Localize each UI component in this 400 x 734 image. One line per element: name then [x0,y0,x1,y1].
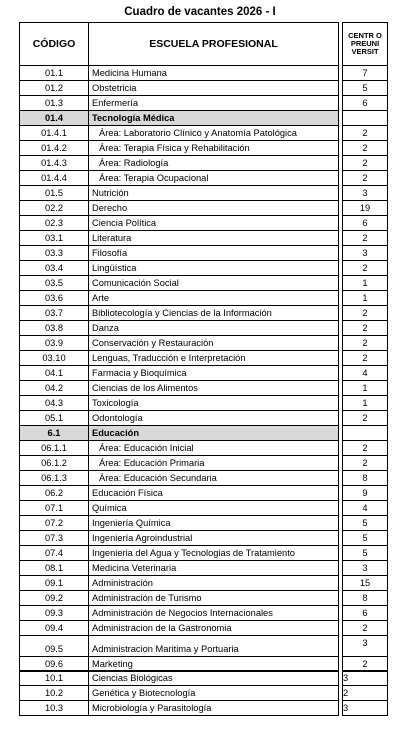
row-code: 03.9 [20,336,89,351]
row-vacancies: 6 [343,216,388,231]
row-school-name: Educación Física [89,486,339,501]
table-row [20,516,339,531]
row-school-name: Ingeniería Agroindustrial [89,531,339,546]
row-school-name: Administración de Turismo [89,591,339,606]
table-row [20,561,339,576]
row-vacancies: 3 [343,561,388,576]
row-school-name: Área: Laboratorio Clínico y Anatomía Patológica [89,126,339,141]
table-row [20,531,339,546]
count-row [343,66,388,81]
row-code: 06.1.3 [20,471,89,486]
count-row [343,531,388,546]
table-row [20,306,339,321]
row-school-name: Genética y Biotecnología [89,686,339,701]
row-code: 03.7 [20,306,89,321]
count-row [343,321,388,336]
row-code: 09.3 [20,606,89,621]
vacancies-count-table-extra [342,670,388,716]
row-code: 03.10 [20,351,89,366]
table-row [20,501,339,516]
row-code: 04.1 [20,366,89,381]
row-vacancies: 3 [343,671,388,686]
row-code: 09.4 [20,621,89,636]
row-school-name: Enfermería [89,96,339,111]
count-row [343,96,388,111]
table-row [20,336,339,351]
row-vacancies: 1 [343,396,388,411]
row-school-name: Farmacia y Bioquímica [89,366,339,381]
row-vacancies [343,111,388,126]
table-row [20,671,339,686]
count-row [343,701,388,716]
row-code: 09.6 [20,657,89,672]
row-vacancies [343,426,388,441]
row-code: 10.1 [20,671,89,686]
row-code: 05.1 [20,411,89,426]
table-row [20,636,339,657]
count-row [343,561,388,576]
row-vacancies: 2 [343,686,388,701]
table-row [20,456,339,471]
row-vacancies: 2 [343,321,388,336]
table-row [20,276,339,291]
header-school: ESCUELA PROFESIONAL [89,23,339,66]
row-school-name: Administración de Negocios Internacionales [89,606,339,621]
row-code: 07.1 [20,501,89,516]
table-row [20,231,339,246]
row-vacancies: 2 [343,621,388,636]
count-row [343,501,388,516]
table-row [20,186,339,201]
row-school-name: Medicina Humana [89,66,339,81]
table-row [20,141,339,156]
row-code: 03.5 [20,276,89,291]
row-vacancies: 2 [343,261,388,276]
row-code: 06.2 [20,486,89,501]
count-row [343,456,388,471]
table-row [20,701,339,716]
row-code: 10.2 [20,686,89,701]
table-row [20,156,339,171]
vacancies-table [19,22,339,672]
row-vacancies: 5 [343,531,388,546]
table-row [20,591,339,606]
row-school-name: Área: Educación Primaria [89,456,339,471]
row-school-name: Ingeniería Química [89,516,339,531]
table-row [20,96,339,111]
row-vacancies: 15 [343,576,388,591]
row-code: 01.4.1 [20,126,89,141]
row-vacancies: 2 [343,336,388,351]
row-school-name: Danza [89,321,339,336]
count-row [343,381,388,396]
row-code: 03.3 [20,246,89,261]
count-row [343,366,388,381]
row-vacancies: 19 [343,201,388,216]
row-vacancies: 4 [343,366,388,381]
row-school-name: Arte [89,291,339,306]
row-vacancies: 3 [343,701,388,716]
row-vacancies: 3 [343,186,388,201]
row-code: 01.5 [20,186,89,201]
table-row [20,246,339,261]
row-code: 02.3 [20,216,89,231]
row-vacancies: 3 [343,636,388,657]
count-row [343,141,388,156]
table-row [20,441,339,456]
row-vacancies: 1 [343,291,388,306]
row-school-name: Toxicología [89,396,339,411]
row-code: 10.3 [20,701,89,716]
row-school-name: Área: Educación Inicial [89,441,339,456]
row-code: 09.5 [20,636,89,657]
count-row [343,231,388,246]
row-school-name: Microbiología y Parasitología [89,701,339,716]
row-code: 09.2 [20,591,89,606]
count-row [343,396,388,411]
row-school-name: Bibliotecología y Ciencias de la Información [89,306,339,321]
row-vacancies: 2 [343,306,388,321]
row-school-name: Obstetricia [89,81,339,96]
row-vacancies: 2 [343,141,388,156]
count-row [343,351,388,366]
count-row [343,621,388,636]
row-code: 07.4 [20,546,89,561]
table-row [20,471,339,486]
row-school-name: Química [89,501,339,516]
table-row [20,291,339,306]
table-row [20,411,339,426]
table-row [20,216,339,231]
count-row [343,441,388,456]
row-code: 02.2 [20,201,89,216]
row-code: 03.1 [20,231,89,246]
row-school-name: Área: Terapia Física y Rehabilitación [89,141,339,156]
count-row [343,546,388,561]
row-school-name: Derecho [89,201,339,216]
row-school-name: Ciencias de los Alimentos [89,381,339,396]
table-row [20,686,339,701]
row-vacancies: 6 [343,606,388,621]
row-code: 06.1.2 [20,456,89,471]
row-code: 01.3 [20,96,89,111]
table-row [20,81,339,96]
row-code: 08.1 [20,561,89,576]
row-school-name: Área: Educación Secundaria [89,471,339,486]
table-row [20,366,339,381]
row-vacancies: 7 [343,66,388,81]
row-school-name: Administracion de la Gastronomia [89,621,339,636]
table-row [20,486,339,501]
row-school-name: Ciencias Biológicas [89,671,339,686]
count-row [343,591,388,606]
row-vacancies: 5 [343,516,388,531]
count-row [343,126,388,141]
row-school-name: Administracion Maritima y Portuaria [89,636,339,657]
count-row [343,516,388,531]
table-row [20,606,339,621]
row-code: 07.2 [20,516,89,531]
count-row [343,81,388,96]
count-row [343,156,388,171]
table-row [20,66,339,81]
row-code: 03.6 [20,291,89,306]
table-row [20,171,339,186]
row-vacancies: 2 [343,126,388,141]
row-vacancies: 2 [343,657,388,672]
table-row [20,546,339,561]
row-vacancies: 3 [343,246,388,261]
count-row [343,171,388,186]
table-row [20,426,339,441]
row-vacancies: 2 [343,171,388,186]
row-code: 04.2 [20,381,89,396]
row-vacancies: 2 [343,411,388,426]
row-school-name: Ingenieria del Agua y Tecnologias de Tratamiento [89,546,339,561]
row-code: 01.2 [20,81,89,96]
count-row [343,426,388,441]
header-code: CÓDIGO [20,23,89,66]
count-row [343,261,388,276]
header-cps: CENTR O PREUNI VERSIT [343,23,388,66]
count-row [343,306,388,321]
count-row [343,186,388,201]
row-code: 01.4.3 [20,156,89,171]
count-row [343,276,388,291]
row-vacancies: 4 [343,501,388,516]
count-row [343,216,388,231]
row-code: 01.4.4 [20,171,89,186]
row-vacancies: 2 [343,456,388,471]
row-code: 01.4.2 [20,141,89,156]
vacancies-count-table [342,22,388,672]
count-row [343,486,388,501]
count-row [343,291,388,306]
table-row [20,396,339,411]
row-school-name: Nutrición [89,186,339,201]
row-code: 01.1 [20,66,89,81]
count-row [343,246,388,261]
vacancies-table-extra [19,670,339,716]
row-school-name: Odontología [89,411,339,426]
table-row [20,381,339,396]
table-row [20,126,339,141]
page-title: Cuadro de vacantes 2026 - I [124,6,276,18]
table-row [20,111,339,126]
row-code: 07.3 [20,531,89,546]
table-row [20,321,339,336]
table-row [20,201,339,216]
row-vacancies: 8 [343,471,388,486]
row-vacancies: 8 [343,591,388,606]
row-code: 09.1 [20,576,89,591]
count-row [343,636,388,657]
count-row [343,336,388,351]
row-code: 03.8 [20,321,89,336]
row-school-name: Medicina Veterinaria [89,561,339,576]
row-school-name: Lenguas, Traducción e Interpretación [89,351,339,366]
row-school-name: Ciencia Política [89,216,339,231]
row-vacancies: 2 [343,156,388,171]
row-code: 04.3 [20,396,89,411]
row-school-name: Área: Radiología [89,156,339,171]
row-school-name: Conservación y Restauración [89,336,339,351]
row-vacancies: 5 [343,81,388,96]
count-row [343,606,388,621]
row-school-name: Literatura [89,231,339,246]
table-row [20,351,339,366]
row-vacancies: 2 [343,351,388,366]
count-row [343,471,388,486]
row-code: 03.4 [20,261,89,276]
row-school-name: Filosofía [89,246,339,261]
table-row [20,576,339,591]
row-vacancies: 2 [343,441,388,456]
count-row [343,201,388,216]
row-vacancies: 9 [343,486,388,501]
row-school-name: Comunicación Social [89,276,339,291]
count-row [343,686,388,701]
count-row [343,111,388,126]
table-row [20,621,339,636]
row-vacancies: 5 [343,546,388,561]
row-vacancies: 1 [343,276,388,291]
count-row [343,411,388,426]
row-code: 06.1.1 [20,441,89,456]
row-school-name: Administración [89,576,339,591]
count-row [343,576,388,591]
row-vacancies: 2 [343,231,388,246]
row-vacancies: 1 [343,381,388,396]
count-row [343,671,388,686]
row-school-name: Lingüística [89,261,339,276]
row-code: 6.1 [20,426,89,441]
row-school-name: Área: Terapia Ocupacional [89,171,339,186]
row-school-name: Marketing [89,657,339,672]
row-code: 01.4 [20,111,89,126]
table-row [20,261,339,276]
row-school-name: Educación [89,426,339,441]
row-school-name: Tecnología Médica [89,111,339,126]
row-vacancies: 6 [343,96,388,111]
